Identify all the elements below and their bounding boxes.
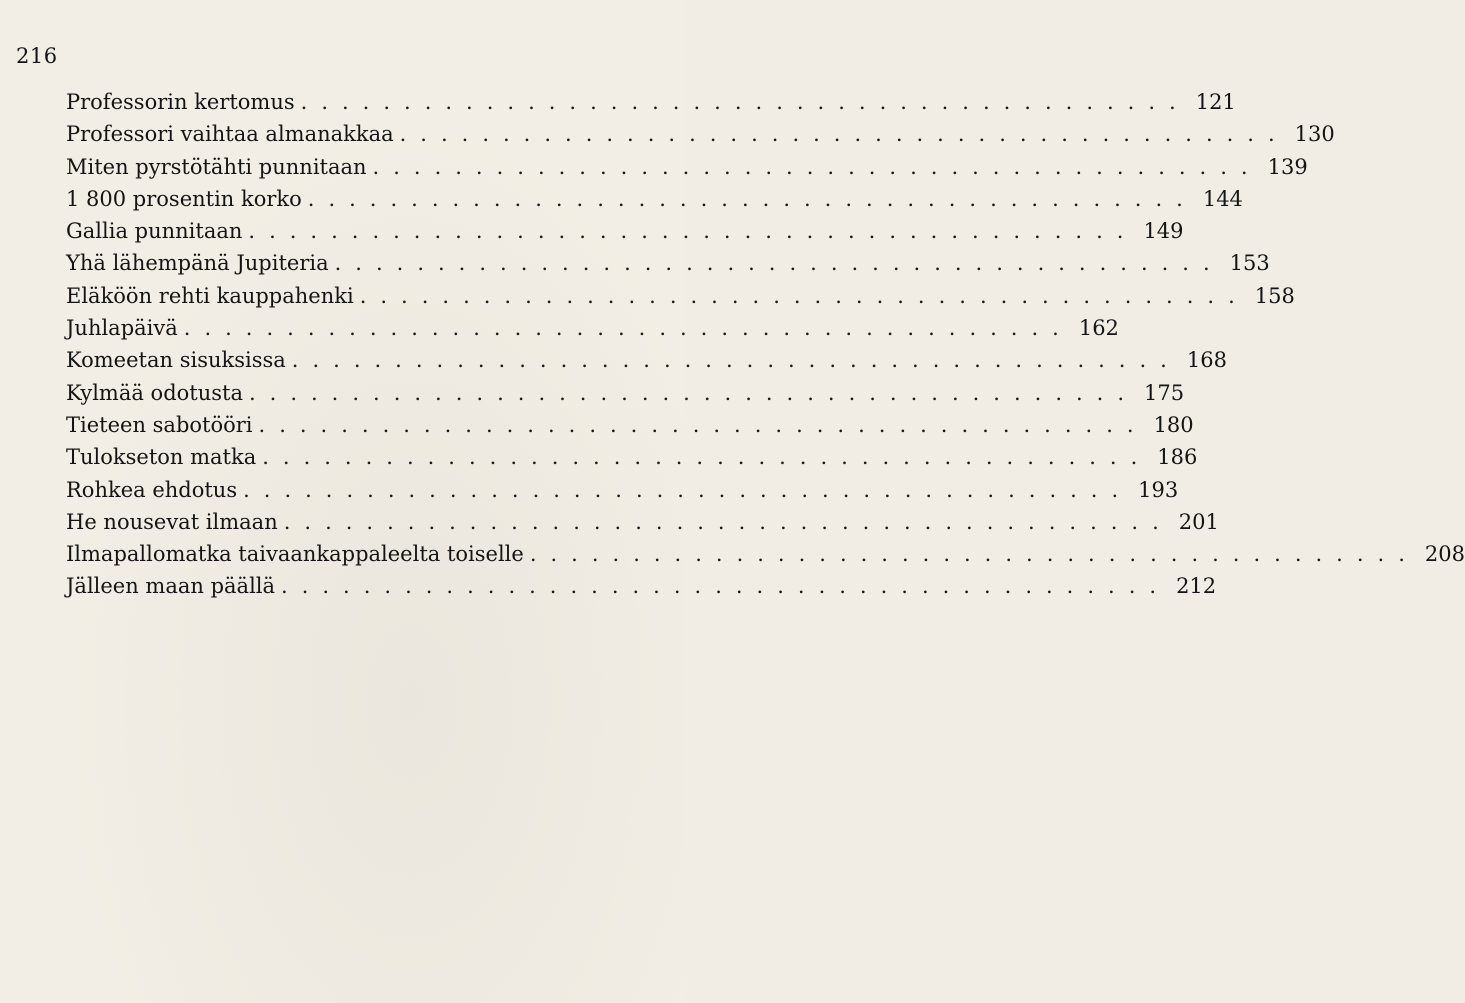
dot-leader: ........................................... <box>291 348 1181 373</box>
toc-entry <box>66 377 1185 409</box>
toc-entry <box>66 441 1198 473</box>
page-number: 216 <box>16 44 58 68</box>
toc-entry-title: Professorin kertomus <box>66 90 295 114</box>
toc-entry-page: 162 <box>1078 316 1119 341</box>
toc-entry-title: Professori vaihtaa almanakkaa <box>66 122 394 147</box>
toc-entry <box>66 86 1236 118</box>
toc-entry <box>66 570 1217 602</box>
toc-entry-page: 149 <box>1143 219 1184 244</box>
toc-entry <box>66 183 1243 215</box>
toc-entry-page: 193 <box>1138 477 1179 502</box>
toc-entry-title: He nousevat ilmaan <box>66 509 278 534</box>
toc-entry-page: 201 <box>1178 509 1219 534</box>
toc-entry-page: 175 <box>1144 380 1185 405</box>
toc-entry <box>66 344 1227 376</box>
toc-entry-page: 186 <box>1157 445 1198 470</box>
dot-leader: ........................................... <box>399 122 1289 147</box>
table-of-contents <box>66 86 1465 603</box>
toc-entry <box>66 215 1184 247</box>
toc-entry-title: Komeetan sisuksissa <box>66 348 286 373</box>
dot-leader: ........................................... <box>372 154 1262 179</box>
toc-entry <box>66 538 1465 570</box>
dot-leader: ........................................... <box>248 219 1138 244</box>
toc-entry-title: Gallia punnitaan <box>66 219 243 244</box>
toc-entry-title: Eläköön rehti kauppahenki <box>66 283 354 308</box>
toc-entry-title: 1 800 prosentin korko <box>66 186 302 211</box>
dot-leader: ........................................... <box>300 90 1190 114</box>
dot-leader: ........................................... <box>283 509 1173 534</box>
toc-entry <box>66 506 1219 538</box>
toc-entry <box>66 151 1308 183</box>
dot-leader: ........................................... <box>307 186 1197 211</box>
toc-entry-page: 144 <box>1202 186 1243 211</box>
toc-entry <box>66 312 1119 344</box>
toc-entry-page: 139 <box>1267 154 1308 179</box>
dot-leader: ........................................... <box>281 574 1171 599</box>
toc-entry-title: Yhä lähempänä Jupiteria <box>66 251 329 276</box>
toc-entry-page: 153 <box>1229 251 1270 276</box>
dot-leader: ........................................... <box>248 380 1139 405</box>
toc-entry-title: Miten pyrstötähti punnitaan <box>66 154 367 179</box>
dot-leader: ........................................... <box>243 477 1133 502</box>
toc-entry-title: Tieteen sabotööri <box>66 412 253 437</box>
toc-entry <box>66 247 1270 279</box>
dot-leader: ........................................... <box>262 445 1152 470</box>
toc-entry-page: 208 <box>1424 542 1465 567</box>
toc-entry-title: Ilmapallomatka taivaankappaleelta toiselle <box>66 542 524 567</box>
toc-entry <box>66 409 1194 441</box>
toc-entry <box>66 280 1295 312</box>
toc-entry-title: Jälleen maan päällä <box>66 574 276 599</box>
toc-entry-page: 130 <box>1294 122 1335 147</box>
toc-entry-page: 158 <box>1254 283 1295 308</box>
toc-entry-page: 212 <box>1176 574 1217 599</box>
toc-entry-page: 121 <box>1195 90 1236 114</box>
toc-entry <box>66 474 1179 506</box>
dot-leader: ........................................... <box>258 412 1148 437</box>
toc-entry-page: 180 <box>1153 412 1194 437</box>
dot-leader: ........................................... <box>334 251 1224 276</box>
toc-entry-title: Rohkea ehdotus <box>66 477 238 502</box>
toc-entry-page: 168 <box>1186 348 1227 373</box>
dot-leader: ........................................... <box>183 316 1073 341</box>
toc-entry-title: Juhlapäivä <box>66 316 178 341</box>
toc-entry <box>66 118 1335 150</box>
toc-entry-title: Kylmää odotusta <box>66 380 243 405</box>
dot-leader: ........................................... <box>529 542 1419 567</box>
toc-entry-title: Tulokseton matka <box>66 445 257 470</box>
dot-leader: ........................................... <box>359 283 1249 308</box>
